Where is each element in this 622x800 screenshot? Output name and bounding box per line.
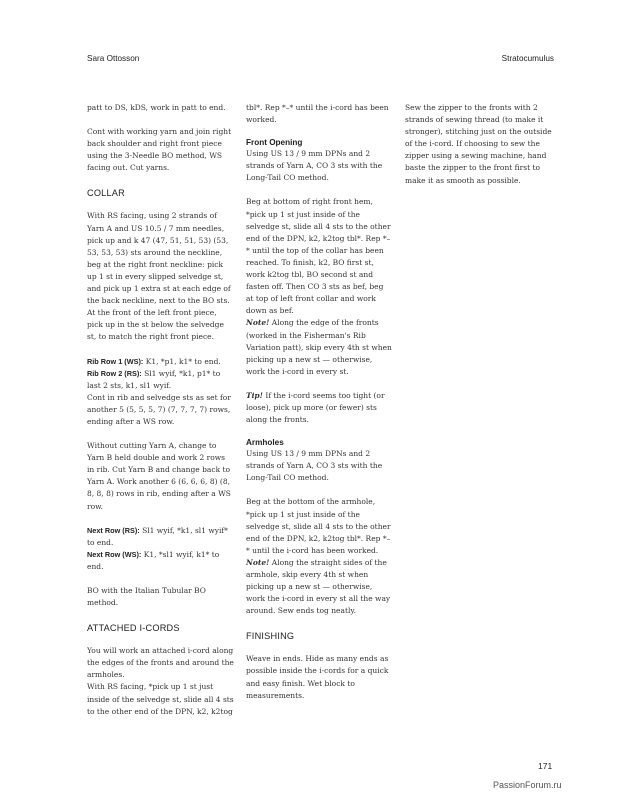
column-1 (87, 102, 234, 730)
next-row-ws-label: Next Row (WS): (87, 549, 142, 559)
paragraph: Beg at bottom of right front hem, *pick up 1 st just inside of the selvedge st, slide all 4 sts to the other end of the DPN, k2, k2tog tbl*. Rep *–* until the top of the collar has been reached. To finish, k2, BO first st, work k2tog tbl, BO second st and fasten off. Then CO 3 sts as bef, beg at top of left front collar and work down as bef. (246, 197, 391, 316)
note-paragraph (246, 557, 393, 617)
paragraph: patt to DS, kDS, work in patt to end. (87, 103, 226, 112)
rib-rows (87, 356, 234, 429)
running-header-author: Sara Ottosson (87, 54, 140, 63)
paragraph: BO with the Italian Tubular BO method. (87, 586, 206, 608)
paragraph: tbl*. Rep *–* until the i-cord has been worked. (246, 103, 389, 125)
running-header-title: Stratocumulus (501, 54, 554, 63)
note-text: Along the edge of the fronts (worked in the Fisherman's Rib Variation patt), skip every 4th st when picking up a new st — otherwise, work the i-cord in every st. (246, 318, 392, 376)
next-row-rs-label: Next Row (RS): (87, 525, 140, 535)
note-text: Along the straight sides of the armhole, skip every 4th st when picking up a new st — otherwise, work the i-cord in every st all the way around. Sew ends tog neatly. (246, 557, 391, 616)
subsection-title-front-opening: Front Opening (246, 138, 303, 148)
note-label: Note! (246, 557, 270, 567)
note-label: Note! (246, 318, 270, 328)
tip-label: Tip! (246, 390, 263, 400)
rib-row-1-text: K1, *p1, k1* to end. (143, 356, 221, 366)
paragraph: You will work an attached i-cord along the edges of the fronts and around the armholes. (87, 646, 234, 680)
rib-row-2-label: Rib Row 2 (RS): (87, 368, 142, 378)
paragraph: Using US 13 / 9 mm DPNs and 2 strands of Yarn A, CO 3 sts with the Long-Tail CO method. (246, 149, 383, 183)
tip-paragraph (246, 390, 393, 426)
rib-continue-text: Cont in rib and selvedge sts as set for another 5 (5, 5, 5, 7) (7, 7, 7, 7) rows, ending after a WS row. (87, 392, 231, 426)
paragraph: Using US 13 / 9 mm DPNs and 2 strands of Yarn A, CO 3 sts with the Long-Tail CO method. (246, 449, 383, 483)
subsection-title-armholes: Armholes (246, 438, 284, 448)
watermark: PassionForum.ru (493, 780, 562, 790)
tip-text: If the i-cord seems too tight (or loose), pick up more (or fewer) sts along the fronts. (246, 390, 385, 425)
next-rows (87, 525, 234, 573)
note-paragraph (246, 317, 393, 377)
next-row-rs-text: Sl1 wyif, *k1, sl1 wyif* to end. (87, 525, 228, 547)
page-number: 171 (538, 761, 553, 771)
next-row-ws-text: K1, *sl1 wyif, k1* to end. (87, 549, 220, 571)
paragraph: Without cutting Yarn A, change to Yarn B held double and work 2 rows in rib. Cut Yarn B and change back to Yarn A. Work another 6 (6, 6, 6, 8) (8, 8, 8, 8) rows in rib, ending after a WS row. (87, 441, 231, 511)
section-title-icords: ATTACHED I-CORDS (87, 623, 180, 634)
paragraph: With RS facing, *pick up 1 st just inside of the selvedge st, slide all 4 sts to the other end of the DPN, k2, k2tog (87, 682, 234, 716)
column-2 (246, 102, 393, 714)
rib-row-2-text: Sl1 wyif, *k1, p1* to last 2 sts, k1, sl1 wyif. (87, 368, 221, 390)
paragraph: Sew the zipper to the fronts with 2 strands of sewing thread (to make it stronger), stitching just on the outside of the i-cord. If choosing to sew the zipper using a sewing machine, hand baste the zipper to the front first to make it as smooth as possible. (405, 103, 552, 185)
rib-row-1-label: Rib Row 1 (WS): (87, 356, 144, 366)
paragraph: With RS facing, using 2 strands of Yarn A and US 10.5 / 7 mm needles, pick up and k 47 (47, 51, 51, 53) (53, 53, 53, 53) sts around the neckline, beg at the right front neckline: pick up 1 st in every slipped selvedge st, and pick up 1 extra st at each edge of the back neckline, next to the BO sts. At the front of the left front piece, pick up in the st below the selvedge st, to match the right front piece. (87, 211, 231, 342)
section-title-finishing: FINISHING (246, 631, 295, 642)
section-title-collar: COLLAR (87, 188, 125, 199)
paragraph: Cont with working yarn and join right back shoulder and right front piece using the 3-Needle BO method, WS facing out. Cut yarns. (87, 127, 232, 173)
paragraph: Beg at the bottom of the armhole, *pick up 1 st just inside of the selvedge st, slide all 4 sts to the other end of the DPN, k2, k2tog tbl*. Rep *–* until the i-cord has been worked. (246, 497, 391, 555)
paragraph: Weave in ends. Hide as many ends as possible inside the i-cords for a quick and easy finish. Wet block to measurements. (246, 654, 389, 700)
column-3 (405, 102, 552, 199)
